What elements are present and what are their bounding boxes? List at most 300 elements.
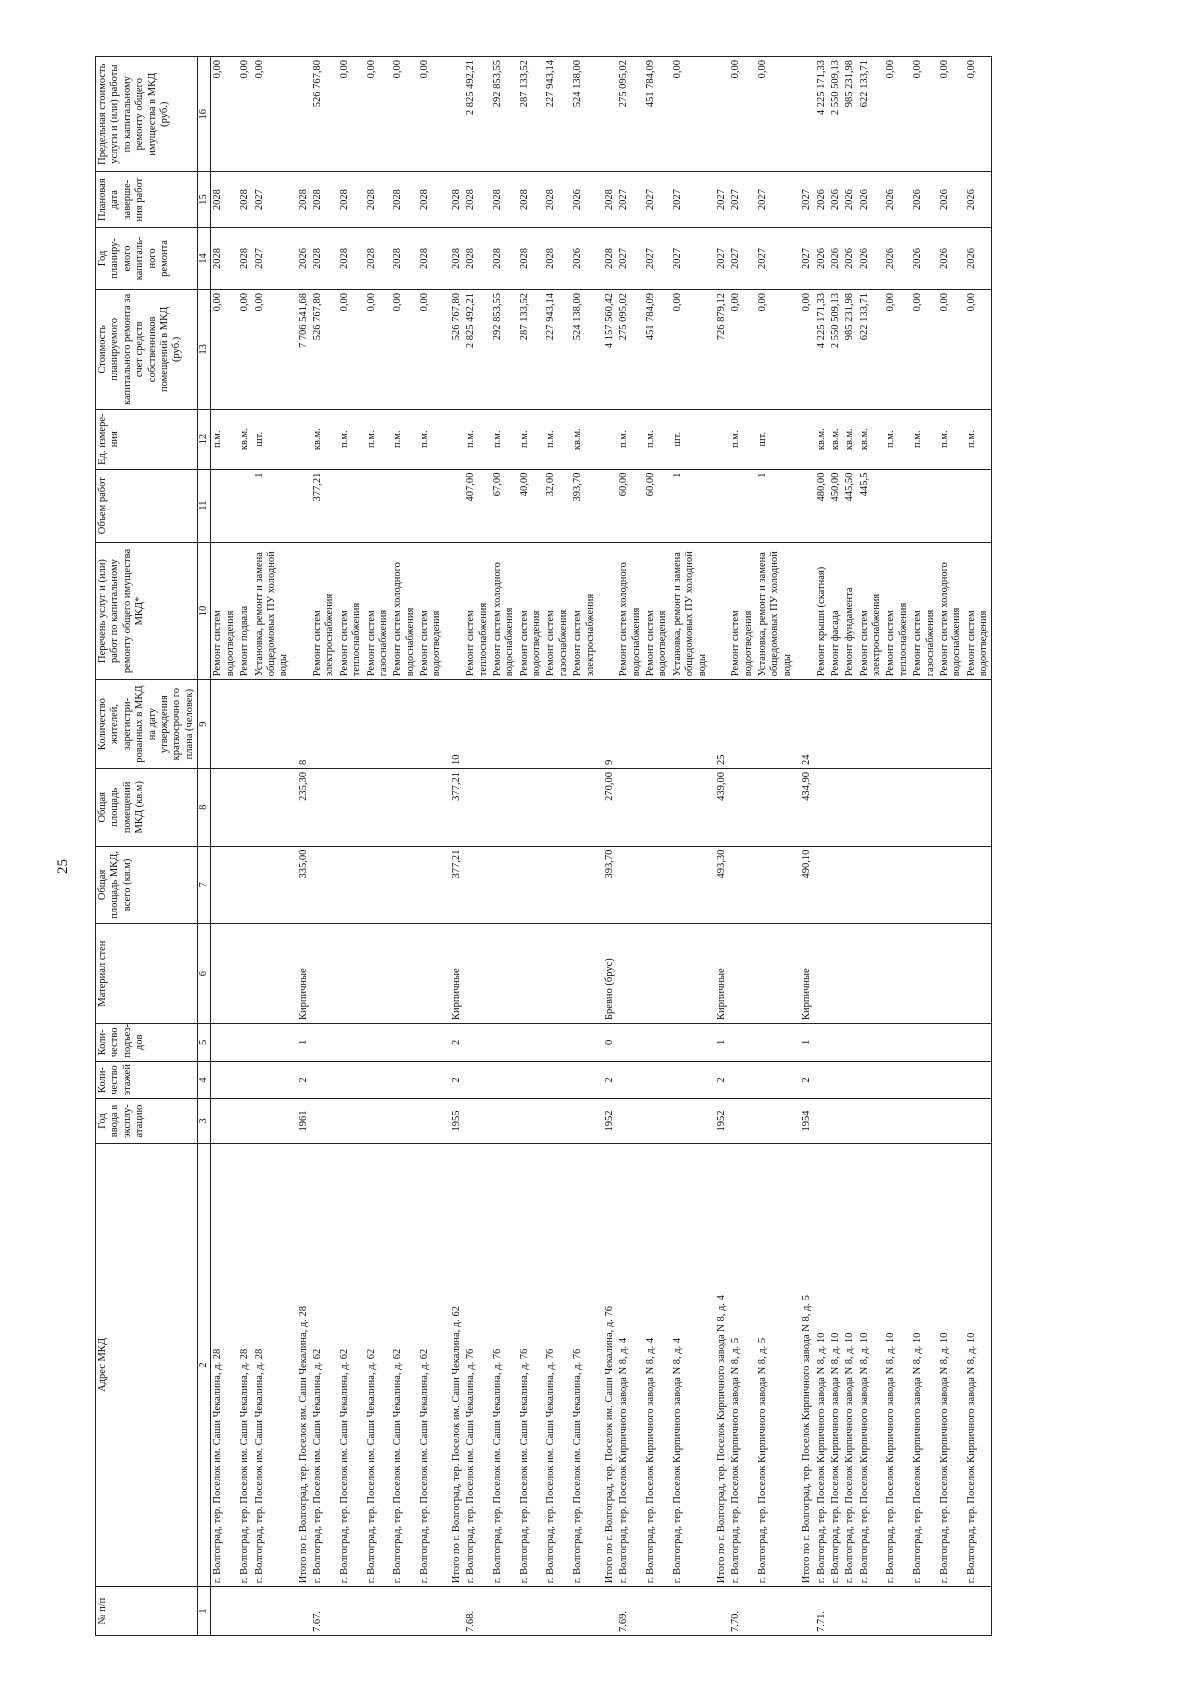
premises-area-cell: 377,21 xyxy=(445,768,464,846)
end-date-cell: 2028 xyxy=(292,172,311,227)
volume-cell: 407,00 xyxy=(464,469,491,542)
total-area-cell xyxy=(253,846,292,924)
residents-cell: 8 xyxy=(292,680,311,769)
row-number xyxy=(884,1587,911,1636)
column-number: 15 xyxy=(198,172,211,227)
row-number xyxy=(338,1587,365,1636)
residents-cell xyxy=(518,680,545,769)
walls-cell xyxy=(938,924,965,1024)
address-cell: Итого по г. Волгоград, тер. Поселок Кирпичного завода N 8, д. 5 xyxy=(795,1143,814,1587)
residents-cell xyxy=(365,680,392,769)
floors-cell xyxy=(617,1061,644,1099)
work-type-cell: Ремонт систем водоотведения xyxy=(729,542,756,679)
floors-cell xyxy=(815,1061,829,1099)
end-date-cell: 2026 xyxy=(843,172,857,227)
cost-cell: 2 825 492,21 xyxy=(464,289,491,409)
plan-year-cell: 2027 xyxy=(729,227,756,289)
table-row xyxy=(418,57,445,1636)
address-cell: г. Волгоград, тер. Поселок Кирпичного завода N 8, д. 4 xyxy=(617,1143,644,1587)
walls-cell: Кирпичные xyxy=(445,924,464,1024)
premises-area-cell xyxy=(571,768,598,846)
limit-cost-cell: 227 943,14 xyxy=(544,57,571,172)
residents-cell xyxy=(843,680,857,769)
walls-cell xyxy=(544,924,571,1024)
plan-year-cell: 2028 xyxy=(211,227,238,289)
end-date-cell: 2027 xyxy=(756,172,795,227)
limit-cost-cell: 0,00 xyxy=(965,57,992,172)
end-date-cell: 2026 xyxy=(858,172,885,227)
total-area-cell xyxy=(338,846,365,924)
work-type-cell: Установка, ремонт и замена общедомовых ПУ холодной воды xyxy=(756,542,795,679)
address-cell: г. Волгоград, тер. Поселок им. Саши Чекалина, д. 76 xyxy=(491,1143,518,1587)
column-header: Общая площадь помещений МКД (кв.м) xyxy=(96,768,198,846)
rotated-table-sheet xyxy=(95,56,1145,1636)
floors-cell xyxy=(338,1061,365,1099)
table-row xyxy=(843,57,857,1636)
end-date-cell: 2026 xyxy=(884,172,911,227)
floors-cell xyxy=(884,1061,911,1099)
plan-year-cell: 2026 xyxy=(965,227,992,289)
residents-cell xyxy=(965,680,992,769)
row-number xyxy=(365,1587,392,1636)
row-number xyxy=(598,1587,617,1636)
volume-cell: 60,00 xyxy=(644,469,671,542)
table-row xyxy=(238,57,252,1636)
floors-cell xyxy=(729,1061,756,1099)
unit-cell xyxy=(598,409,617,469)
end-date-cell: 2027 xyxy=(617,172,644,227)
entrances-cell xyxy=(418,1023,445,1061)
premises-area-cell xyxy=(843,768,857,846)
row-number: 7.68. xyxy=(464,1587,491,1636)
plan-year-cell: 2027 xyxy=(644,227,671,289)
table-row xyxy=(211,57,238,1636)
end-date-cell: 2028 xyxy=(518,172,545,227)
cost-cell: 0,00 xyxy=(238,289,252,409)
unit-cell: п.м. xyxy=(644,409,671,469)
address-cell: Итого по г. Волгоград, тер. Поселок Кирпичного завода N 8, д. 4 xyxy=(710,1143,729,1587)
entrances-cell xyxy=(938,1023,965,1061)
plan-year-cell: 2026 xyxy=(884,227,911,289)
total-area-cell xyxy=(311,846,338,924)
unit-cell: п.м. xyxy=(965,409,992,469)
residents-cell xyxy=(211,680,238,769)
limit-cost-cell: 0,00 xyxy=(211,57,238,172)
table-row xyxy=(795,57,814,1636)
entrances-cell xyxy=(884,1023,911,1061)
cost-cell: 4 225 171,33 xyxy=(815,289,829,409)
residents-cell xyxy=(911,680,938,769)
unit-cell: п.м. xyxy=(464,409,491,469)
year-cell xyxy=(671,1099,710,1143)
floors-cell xyxy=(418,1061,445,1099)
table-row xyxy=(965,57,992,1636)
address-cell: г. Волгоград, тер. Поселок Кирпичного завода N 8, д. 4 xyxy=(644,1143,671,1587)
table-row xyxy=(756,57,795,1636)
volume-cell xyxy=(338,469,365,542)
table-row xyxy=(815,57,829,1636)
table-row xyxy=(571,57,598,1636)
walls-cell: Кирпичные xyxy=(710,924,729,1024)
work-type-cell xyxy=(445,542,464,679)
walls-cell xyxy=(518,924,545,1024)
limit-cost-cell: 292 853,55 xyxy=(491,57,518,172)
row-number: 7.67. xyxy=(311,1587,338,1636)
work-type-cell: Ремонт систем холодного водоснабжения xyxy=(491,542,518,679)
plan-year-cell: 2028 xyxy=(365,227,392,289)
entrances-cell xyxy=(965,1023,992,1061)
end-date-cell: 2027 xyxy=(795,172,814,227)
repair-plan-table xyxy=(95,56,992,1636)
row-number xyxy=(644,1587,671,1636)
limit-cost-cell: 2 550 509,13 xyxy=(829,57,843,172)
cost-cell: 0,00 xyxy=(965,289,992,409)
table-row xyxy=(644,57,671,1636)
address-cell: г. Волгоград, тер. Поселок им. Саши Чекалина, д. 76 xyxy=(464,1143,491,1587)
cost-cell: 0,00 xyxy=(365,289,392,409)
entrances-cell xyxy=(571,1023,598,1061)
walls-cell xyxy=(311,924,338,1024)
residents-cell: 9 xyxy=(598,680,617,769)
unit-cell: п.м. xyxy=(211,409,238,469)
end-date-cell: 2028 xyxy=(418,172,445,227)
volume-cell: 1 xyxy=(756,469,795,542)
limit-cost-cell xyxy=(292,57,311,172)
cost-cell: 0,00 xyxy=(671,289,710,409)
year-cell xyxy=(843,1099,857,1143)
cost-cell: 0,00 xyxy=(729,289,756,409)
walls-cell xyxy=(644,924,671,1024)
column-number: 9 xyxy=(198,680,211,769)
floors-cell xyxy=(756,1061,795,1099)
table-row xyxy=(391,57,418,1636)
table-body xyxy=(211,57,992,1636)
end-date-cell: 2027 xyxy=(644,172,671,227)
plan-year-cell: 2026 xyxy=(843,227,857,289)
premises-area-cell xyxy=(884,768,911,846)
volume-cell: 377,21 xyxy=(311,469,338,542)
total-area-cell xyxy=(884,846,911,924)
premises-area-cell xyxy=(911,768,938,846)
work-type-cell: Ремонт систем электроснабжения xyxy=(858,542,885,679)
work-type-cell: Ремонт систем водоотведения xyxy=(211,542,238,679)
plan-year-cell: 2026 xyxy=(292,227,311,289)
floors-cell xyxy=(518,1061,545,1099)
volume-cell: 60,00 xyxy=(617,469,644,542)
end-date-cell: 2026 xyxy=(938,172,965,227)
year-cell xyxy=(617,1099,644,1143)
year-cell xyxy=(418,1099,445,1143)
unit-cell: п.м. xyxy=(391,409,418,469)
work-type-cell: Ремонт систем холодного водоснабжения xyxy=(617,542,644,679)
volume-cell xyxy=(965,469,992,542)
column-header: Количество жителей, зарегистри-рованных в МКД на дату утверждения краткосрочно го плана (человек) xyxy=(96,680,198,769)
total-area-cell xyxy=(644,846,671,924)
unit-cell: кв.м. xyxy=(829,409,843,469)
unit-cell: кв.м. xyxy=(858,409,885,469)
entrances-cell xyxy=(518,1023,545,1061)
total-area-cell: 493,30 xyxy=(710,846,729,924)
premises-area-cell xyxy=(391,768,418,846)
end-date-cell: 2028 xyxy=(365,172,392,227)
floors-cell: 2 xyxy=(710,1061,729,1099)
table-row xyxy=(710,57,729,1636)
row-number xyxy=(292,1587,311,1636)
premises-area-cell xyxy=(938,768,965,846)
end-date-cell: 2027 xyxy=(729,172,756,227)
volume-cell: 1 xyxy=(253,469,292,542)
column-number: 14 xyxy=(198,227,211,289)
cost-cell: 726 879,12 xyxy=(710,289,729,409)
column-number: 3 xyxy=(198,1099,211,1143)
limit-cost-cell: 0,00 xyxy=(884,57,911,172)
column-header: Стоимость планируемого капитального ремонта за счет средств собственников помещений в МКД (руб.) xyxy=(96,289,198,409)
column-number-row xyxy=(198,57,211,1636)
cost-cell: 2 550 509,13 xyxy=(829,289,843,409)
address-cell: г. Волгоград, тер. Поселок Кирпичного завода N 8, д. 10 xyxy=(911,1143,938,1587)
row-number: 7.69. xyxy=(617,1587,644,1636)
plan-year-cell: 2027 xyxy=(756,227,795,289)
plan-year-cell: 2028 xyxy=(491,227,518,289)
walls-cell xyxy=(858,924,885,1024)
cost-cell: 0,00 xyxy=(938,289,965,409)
year-cell xyxy=(238,1099,252,1143)
row-number xyxy=(795,1587,814,1636)
total-area-cell xyxy=(211,846,238,924)
year-cell xyxy=(491,1099,518,1143)
table-row xyxy=(338,57,365,1636)
table-row xyxy=(884,57,911,1636)
premises-area-cell xyxy=(491,768,518,846)
plan-year-cell: 2026 xyxy=(911,227,938,289)
volume-cell xyxy=(211,469,238,542)
address-cell: г. Волгоград, тер. Поселок им. Саши Чекалина, д. 62 xyxy=(418,1143,445,1587)
row-number xyxy=(571,1587,598,1636)
entrances-cell xyxy=(491,1023,518,1061)
total-area-cell xyxy=(391,846,418,924)
unit-cell: п.м. xyxy=(729,409,756,469)
unit-cell xyxy=(795,409,814,469)
entrances-cell xyxy=(729,1023,756,1061)
premises-area-cell xyxy=(418,768,445,846)
entrances-cell xyxy=(391,1023,418,1061)
cost-cell: 0,00 xyxy=(884,289,911,409)
year-cell: 1952 xyxy=(598,1099,617,1143)
residents-cell xyxy=(544,680,571,769)
walls-cell xyxy=(756,924,795,1024)
entrances-cell xyxy=(644,1023,671,1061)
year-cell: 1954 xyxy=(795,1099,814,1143)
entrances-cell: 2 xyxy=(445,1023,464,1061)
year-cell xyxy=(311,1099,338,1143)
address-cell: г. Волгоград, тер. Поселок им. Саши Чекалина, д. 62 xyxy=(311,1143,338,1587)
entrances-cell xyxy=(544,1023,571,1061)
floors-cell xyxy=(938,1061,965,1099)
total-area-cell xyxy=(911,846,938,924)
work-type-cell: Ремонт систем теплоснабжения xyxy=(884,542,911,679)
plan-year-cell: 2028 xyxy=(464,227,491,289)
entrances-cell xyxy=(617,1023,644,1061)
work-type-cell: Ремонт систем теплоснабжения xyxy=(338,542,365,679)
column-header: Год ввода в эксплу-атацию xyxy=(96,1099,198,1143)
end-date-cell: 2026 xyxy=(965,172,992,227)
work-type-cell xyxy=(292,542,311,679)
walls-cell xyxy=(571,924,598,1024)
limit-cost-cell xyxy=(598,57,617,172)
limit-cost-cell: 0,00 xyxy=(729,57,756,172)
cost-cell: 0,00 xyxy=(391,289,418,409)
limit-cost-cell: 0,00 xyxy=(365,57,392,172)
floors-cell xyxy=(391,1061,418,1099)
walls-cell: Кирпичные xyxy=(292,924,311,1024)
table-row xyxy=(292,57,311,1636)
end-date-cell: 2027 xyxy=(671,172,710,227)
year-cell xyxy=(756,1099,795,1143)
table-row xyxy=(491,57,518,1636)
volume-cell xyxy=(729,469,756,542)
plan-year-cell: 2026 xyxy=(858,227,885,289)
work-type-cell: Ремонт систем водоотведения xyxy=(518,542,545,679)
unit-cell: кв.м. xyxy=(238,409,252,469)
year-cell: 1955 xyxy=(445,1099,464,1143)
entrances-cell xyxy=(211,1023,238,1061)
entrances-cell: 1 xyxy=(292,1023,311,1061)
total-area-cell xyxy=(829,846,843,924)
floors-cell xyxy=(571,1061,598,1099)
unit-cell: п.м. xyxy=(418,409,445,469)
premises-area-cell: 434,90 xyxy=(795,768,814,846)
work-type-cell: Ремонт систем холодного водоснабжения xyxy=(938,542,965,679)
column-header: Перечень услуг и (или) работ по капитальному ремонту общего имущества МКД* xyxy=(96,542,198,679)
entrances-cell xyxy=(365,1023,392,1061)
walls-cell xyxy=(253,924,292,1024)
floors-cell: 2 xyxy=(598,1061,617,1099)
table-row xyxy=(617,57,644,1636)
year-cell xyxy=(729,1099,756,1143)
floors-cell xyxy=(843,1061,857,1099)
residents-cell xyxy=(884,680,911,769)
walls-cell xyxy=(491,924,518,1024)
end-date-cell: 2028 xyxy=(238,172,252,227)
residents-cell: 10 xyxy=(445,680,464,769)
residents-cell xyxy=(571,680,598,769)
premises-area-cell: 270,00 xyxy=(598,768,617,846)
unit-cell: п.м. xyxy=(938,409,965,469)
end-date-cell: 2028 xyxy=(491,172,518,227)
row-number xyxy=(445,1587,464,1636)
limit-cost-cell xyxy=(710,57,729,172)
walls-cell xyxy=(464,924,491,1024)
address-cell: г. Волгоград, тер. Поселок им. Саши Чекалина, д. 76 xyxy=(571,1143,598,1587)
plan-year-cell: 2028 xyxy=(311,227,338,289)
row-number xyxy=(829,1587,843,1636)
end-date-cell: 2026 xyxy=(571,172,598,227)
total-area-cell xyxy=(365,846,392,924)
floors-cell xyxy=(829,1061,843,1099)
volume-cell xyxy=(598,469,617,542)
address-cell: г. Волгоград, тер. Поселок им. Саши Чекалина, д. 76 xyxy=(518,1143,545,1587)
floors-cell xyxy=(965,1061,992,1099)
unit-cell: п.м. xyxy=(365,409,392,469)
floors-cell xyxy=(253,1061,292,1099)
cost-cell: 0,00 xyxy=(756,289,795,409)
table-row xyxy=(671,57,710,1636)
premises-area-cell xyxy=(238,768,252,846)
premises-area-cell xyxy=(858,768,885,846)
end-date-cell: 2026 xyxy=(815,172,829,227)
entrances-cell xyxy=(671,1023,710,1061)
floors-cell xyxy=(911,1061,938,1099)
address-cell: г. Волгоград, тер. Поселок им. Саши Чекалина, д. 62 xyxy=(365,1143,392,1587)
work-type-cell xyxy=(710,542,729,679)
table-row xyxy=(464,57,491,1636)
floors-cell: 2 xyxy=(795,1061,814,1099)
column-number: 12 xyxy=(198,409,211,469)
year-cell xyxy=(211,1099,238,1143)
row-number xyxy=(671,1587,710,1636)
column-number: 16 xyxy=(198,57,211,172)
plan-year-cell: 2026 xyxy=(571,227,598,289)
table-row xyxy=(938,57,965,1636)
limit-cost-cell: 0,00 xyxy=(938,57,965,172)
total-area-cell xyxy=(464,846,491,924)
address-cell: Итого по г. Волгоград, тер. Поселок им. Саши Чекалина, д. 62 xyxy=(445,1143,464,1587)
column-number: 13 xyxy=(198,289,211,409)
address-cell: г. Волгоград, тер. Поселок Кирпичного завода N 8, д. 10 xyxy=(858,1143,885,1587)
premises-area-cell xyxy=(965,768,992,846)
row-number xyxy=(253,1587,292,1636)
unit-cell: шт. xyxy=(671,409,710,469)
row-number xyxy=(843,1587,857,1636)
walls-cell xyxy=(338,924,365,1024)
walls-cell xyxy=(815,924,829,1024)
year-cell xyxy=(858,1099,885,1143)
residents-cell xyxy=(815,680,829,769)
row-number xyxy=(238,1587,252,1636)
column-header: Плановая дата заверше-ния работ xyxy=(96,172,198,227)
residents-cell xyxy=(829,680,843,769)
column-number: 1 xyxy=(198,1587,211,1636)
limit-cost-cell xyxy=(445,57,464,172)
year-cell xyxy=(518,1099,545,1143)
work-type-cell: Ремонт систем газоснабжения xyxy=(544,542,571,679)
column-header: Ед. измере-ния xyxy=(96,409,198,469)
column-number: 7 xyxy=(198,846,211,924)
total-area-cell xyxy=(965,846,992,924)
total-area-cell xyxy=(238,846,252,924)
volume-cell: 40,00 xyxy=(518,469,545,542)
premises-area-cell: 235,30 xyxy=(292,768,311,846)
cost-cell: 622 133,71 xyxy=(858,289,885,409)
row-number xyxy=(418,1587,445,1636)
residents-cell xyxy=(644,680,671,769)
year-cell xyxy=(911,1099,938,1143)
row-number xyxy=(211,1587,238,1636)
work-type-cell: Установка, ремонт и замена общедомовых ПУ холодной воды xyxy=(253,542,292,679)
walls-cell xyxy=(365,924,392,1024)
volume-cell: 450,00 xyxy=(829,469,843,542)
premises-area-cell xyxy=(644,768,671,846)
residents-cell: 24 xyxy=(795,680,814,769)
year-cell xyxy=(644,1099,671,1143)
address-cell: г. Волгоград, тер. Поселок им. Саши Чекалина, д. 62 xyxy=(391,1143,418,1587)
limit-cost-cell: 622 133,71 xyxy=(858,57,885,172)
cost-cell: 292 853,55 xyxy=(491,289,518,409)
total-area-cell xyxy=(544,846,571,924)
total-area-cell: 393,70 xyxy=(598,846,617,924)
premises-area-cell xyxy=(617,768,644,846)
walls-cell xyxy=(671,924,710,1024)
